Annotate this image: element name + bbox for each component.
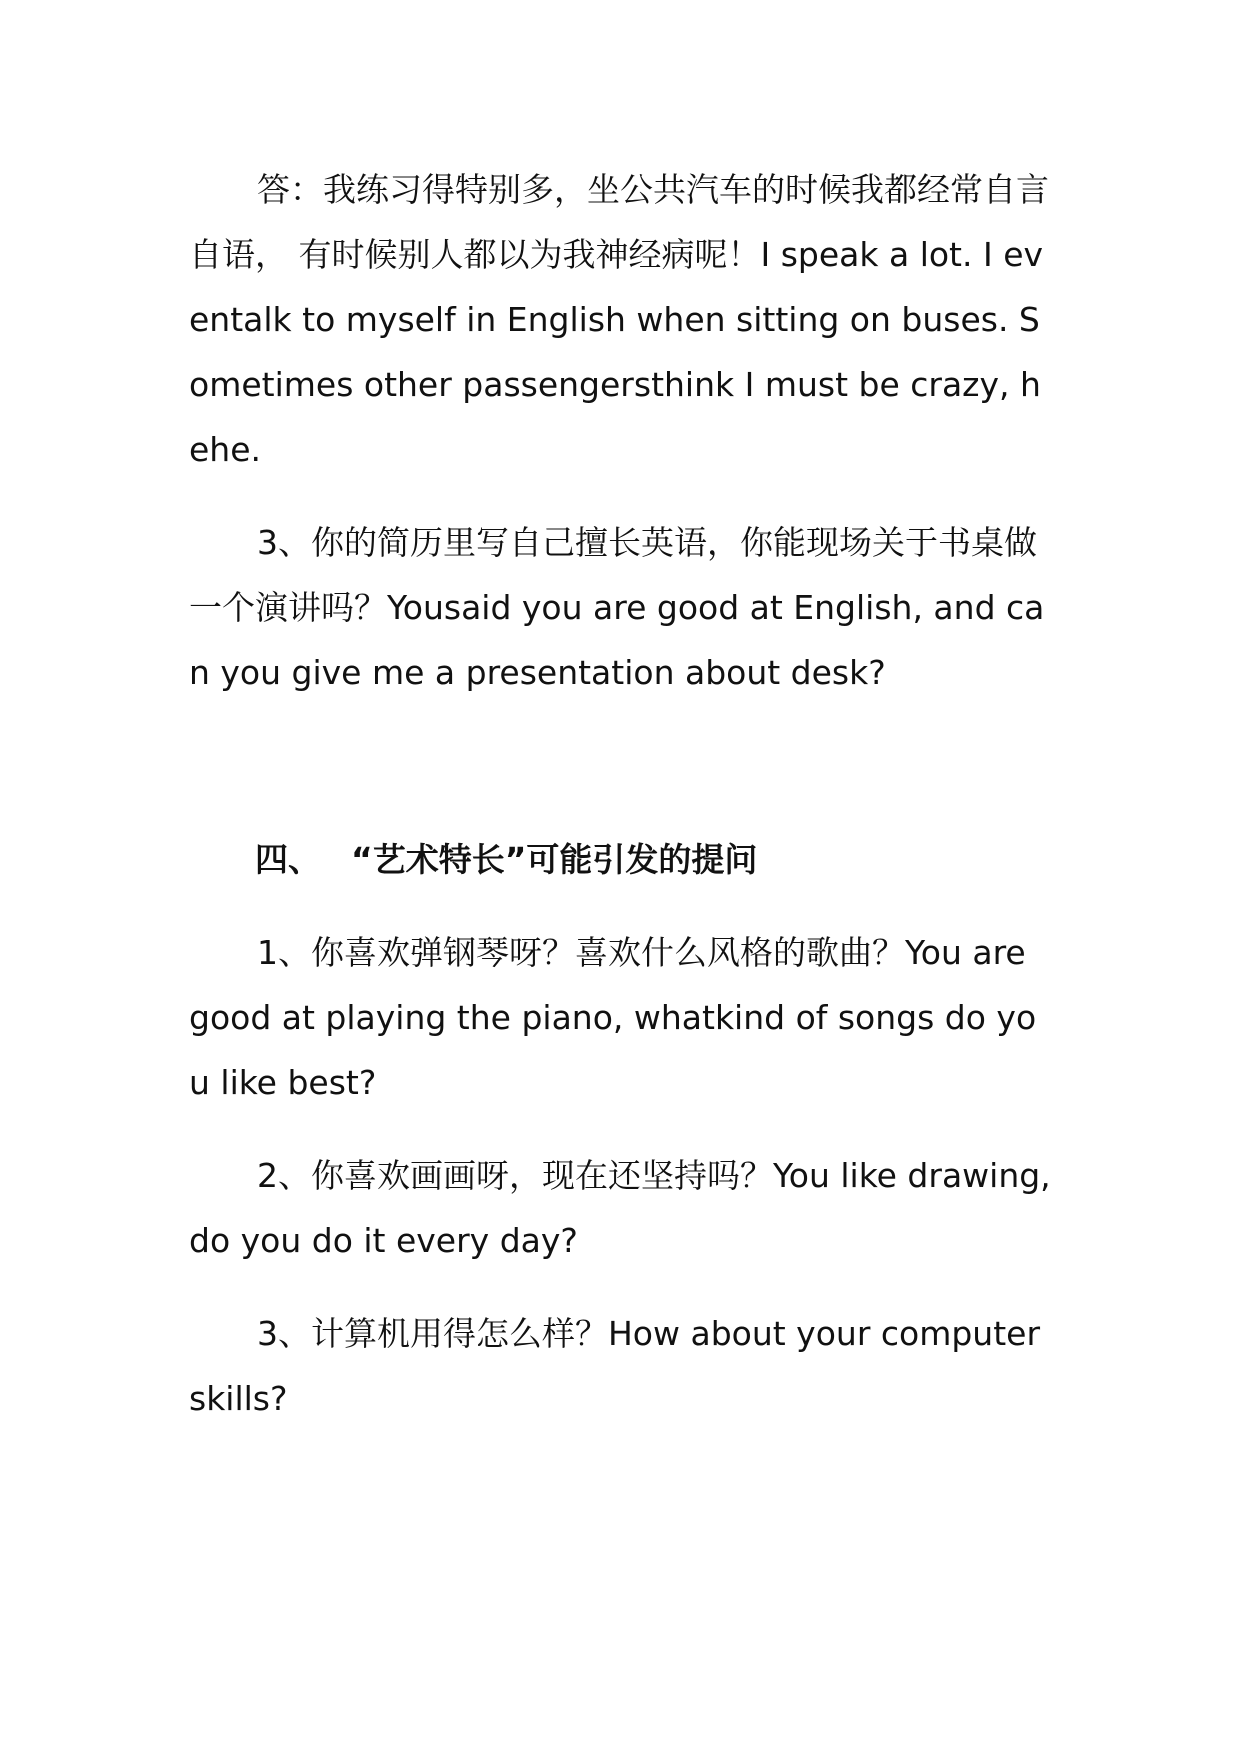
art-question-piano: 1、你喜欢弹钢琴呀？喜欢什么风格的歌曲？You are good at playing the piano, whatkind of songs do you like best? bbox=[189, 933, 1037, 1102]
english-presentation-question: 3、你的简历里写自己擅长英语，你能现场关于书桌做一个演讲吗？Yousaid you are good at English, and can you give me a presentation about desk? bbox=[189, 523, 1045, 692]
art-question-computer: 3、计算机用得怎么样？How about your computer skills? bbox=[189, 1314, 1041, 1418]
paragraph-spacer bbox=[189, 892, 1055, 920]
section-number: 四、 bbox=[255, 840, 321, 879]
paragraph-spacer bbox=[189, 1115, 1055, 1143]
document-body bbox=[189, 157, 1055, 1431]
paragraph-spacer bbox=[189, 482, 1055, 510]
answer-paragraph: 答：我练习得特别多，坐公共汽车的时候我都经常自言自语， 有时候别人都以为我神经病呢！I speak a lot. I eventalk to myself in English when sitting on buses. Sometimes other passengersthink I must be crazy, hehe. bbox=[189, 170, 1049, 469]
section-title: “艺术特长”可能引发的提问 bbox=[351, 840, 758, 879]
paragraph-spacer bbox=[189, 1273, 1055, 1301]
section-heading bbox=[189, 827, 1055, 892]
art-question-drawing: 2、你喜欢画画呀，现在还坚持吗？You like drawing, do you do it every day? bbox=[189, 1156, 1051, 1260]
section-spacer bbox=[189, 705, 1055, 827]
